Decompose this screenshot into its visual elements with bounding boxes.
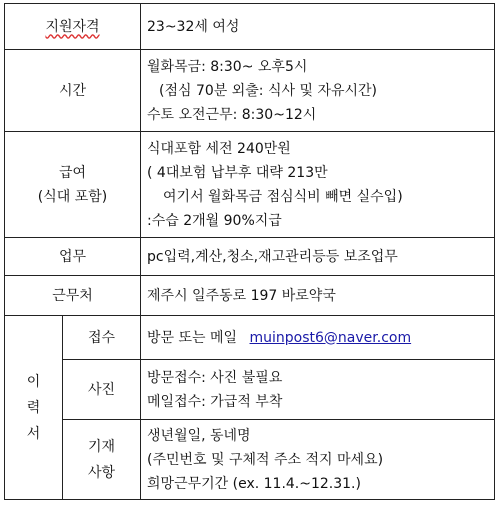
salary-line-3: 여기서 월화목금 점심식비 빼면 실수입) [163, 188, 403, 205]
qualification-label [5, 4, 141, 50]
qualification-label-text: 지원자격 [45, 18, 100, 35]
hours-line-3: 수토 오전근무: 8:30~12시 [147, 106, 317, 123]
details-line-3: 희망근무기간 (ex. 11.4.~12.31.) [147, 475, 361, 492]
details-value [141, 420, 495, 500]
salary-label [5, 132, 141, 238]
salary-line-1: 식대포함 세전 240만원 [147, 140, 291, 157]
details-line-1: 생년월일, 동네명 [147, 427, 251, 444]
workplace-label: 근무처 [5, 276, 141, 316]
row-workplace [5, 276, 495, 316]
row-resume-details [5, 420, 495, 500]
details-label-line-2: 사항 [87, 464, 116, 481]
row-hours [5, 50, 495, 132]
duties-label: 업무 [5, 238, 141, 276]
hours-label: 시간 [5, 50, 141, 132]
submission-prefix: 방문 또는 메일 [147, 329, 242, 346]
resume-label-char-3: 서 [26, 425, 41, 442]
row-salary [5, 132, 495, 238]
salary-value [141, 132, 495, 238]
salary-label-line-2: (식대 포함) [37, 188, 108, 205]
hours-line-1: 월화목금: 8:30~ 오후5시 [147, 58, 308, 75]
row-duties [5, 238, 495, 276]
photo-line-1: 방문접수: 사진 불필요 [147, 369, 283, 386]
job-posting-table [4, 3, 495, 500]
details-label-line-1: 기재 [87, 438, 116, 455]
submission-value [141, 316, 495, 360]
photo-label: 사진 [63, 360, 141, 420]
submission-label: 접수 [63, 316, 141, 360]
duties-value: pc입력,계산,청소,재고관리등등 보조업무 [141, 238, 495, 276]
photo-line-2: 메일접수: 가급적 부착 [147, 393, 283, 410]
row-qualification [5, 4, 495, 50]
salary-label-line-1: 급여 [58, 164, 87, 181]
salary-line-4: :수습 2개월 90%지급 [147, 212, 282, 229]
row-resume-photo [5, 360, 495, 420]
workplace-value: 제주시 일주동로 197 바로약국 [141, 276, 495, 316]
details-line-2: (주민번호 및 구체적 주소 적지 마세요) [147, 451, 384, 468]
hours-value [141, 50, 495, 132]
hours-line-2: (점심 70분 외출: 식사 및 자유시간) [159, 82, 378, 99]
details-label [63, 420, 141, 500]
salary-line-2: ( 4대보험 납부후 대략 213만 [147, 164, 328, 181]
row-resume-submission [5, 316, 495, 360]
resume-label [5, 316, 63, 500]
photo-value [141, 360, 495, 420]
qualification-value: 23~32세 여성 [141, 4, 495, 50]
email-link[interactable]: muinpost6@naver.com [249, 329, 412, 346]
resume-label-char-1: 이 [26, 373, 41, 390]
resume-label-char-2: 력 [26, 399, 41, 416]
